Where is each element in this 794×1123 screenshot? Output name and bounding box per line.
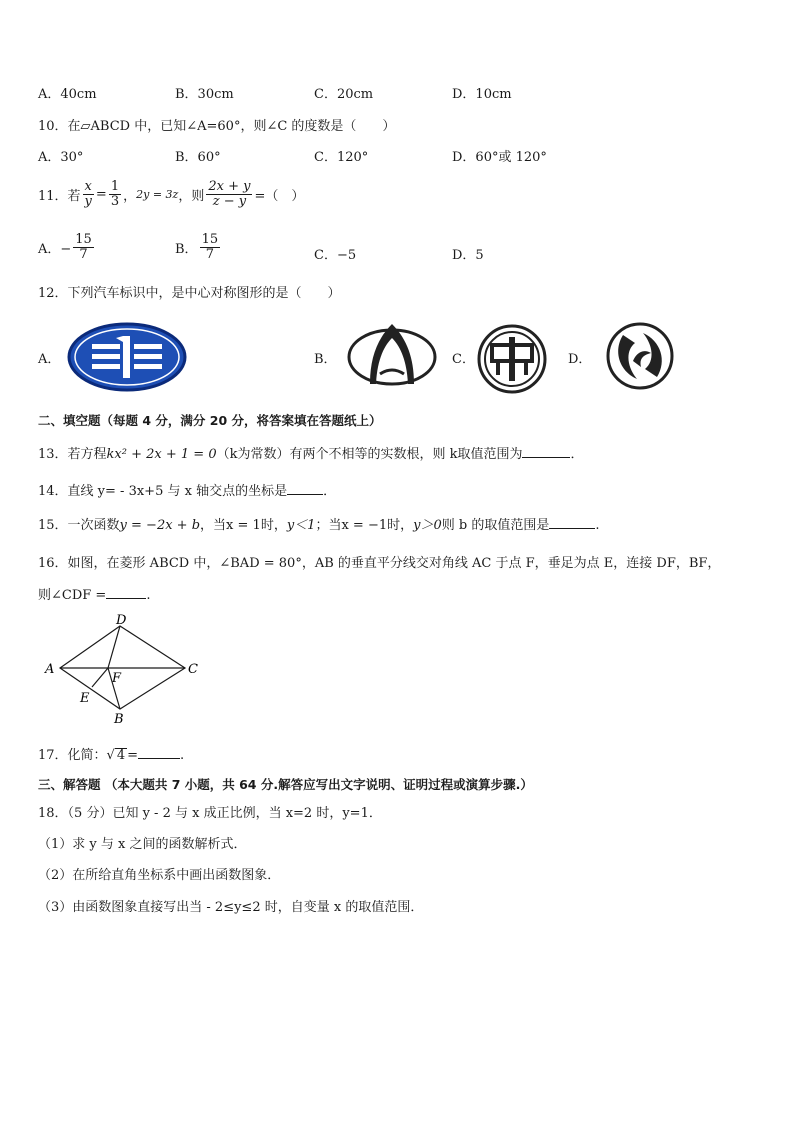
q10-option-d: D．60°或 120°: [452, 150, 547, 165]
q12-option-c-label: C．: [452, 352, 475, 367]
q11-option-b: B． $\frac{15}{7}$: [175, 232, 219, 262]
q10-option-c: C．120°: [314, 150, 369, 165]
q14-answer-blank: [287, 484, 323, 495]
q9-option-d: D．10cm: [452, 87, 512, 102]
q11-frac-x-over-y: $\frac{x}{y}$: [84, 179, 92, 209]
sqrt-icon: √: [106, 748, 115, 763]
q9-option-c: C．20cm: [314, 87, 374, 102]
q11-option-d: D．5: [452, 248, 484, 263]
q13-stem: 13．若方程kx² + 2x + 1 = 0（k为常数）有两个不相等的实数根，则 k取值范围为 ．: [38, 447, 584, 462]
q10-option-b: B．60°: [175, 150, 221, 165]
q12-option-d-label: D．: [568, 352, 592, 367]
q15-stem: 15．一次函数y = −2x + b，当x = 1时，y＜1；当x = −1时，y＞0则 b 的取值范围是 .: [38, 518, 600, 533]
label-a: A: [45, 662, 55, 677]
q16-stem-line1: 16．如图，在菱形 ABCD 中，∠BAD = 80°，AB 的垂直平分线交对角线 AC 于点 F，垂足为点 E，连接 DF，BF，: [38, 556, 721, 571]
q11-stem: 11．若 $\frac{x}{y}$ = $\frac{1}{3}$ ， 2y = 3z ，则 $\frac{2x + y}{z - y}$ =（ ）: [38, 179, 305, 209]
q17-answer-blank: [138, 748, 180, 759]
q18-part-2: （2）在所给直角坐标系中画出函数图象．: [38, 868, 281, 883]
q12-option-a-label: A．: [38, 352, 61, 367]
q11-condition: 2y = 3z: [136, 187, 179, 201]
label-c: C: [188, 662, 198, 677]
q9-option-a: A．40cm: [38, 87, 97, 102]
q11-frac-one-third: $\frac{1}{3}$: [110, 179, 120, 209]
q17-stem: 17．化简：√ 4 = .: [38, 748, 185, 763]
q18-part-1: （1）求 y 与 x 之间的函数解析式．: [38, 837, 247, 852]
q15-answer-blank: [549, 518, 595, 529]
q18-stem: 18．（5 分）已知 y - 2 与 x 成正比例，当 x=2 时，y=1．: [38, 806, 382, 821]
q12-option-b-label: B．: [314, 352, 337, 367]
q18-part-3: （3）由函数图象直接写出当 - 2≤y≤2 时，自变量 x 的取值范围．: [38, 900, 424, 915]
q10-stem: 10．在▱ABCD 中，已知∠A=60°，则∠C 的度数是（ ）: [38, 119, 396, 134]
q11-frac-expression: $\frac{2x + y}{z - y}$: [208, 179, 251, 209]
q12-stem: 12．下列汽车标识中，是中心对称图形的是（ ）: [38, 286, 341, 301]
q16-answer-blank: [106, 588, 146, 599]
q14-stem: 14．直线 y= - 3x+5 与 x 轴交点的坐标是 ．: [38, 484, 337, 499]
q13-answer-blank: [522, 447, 570, 458]
q11-option-c: C．−5: [314, 248, 357, 263]
q10-option-a: A．30°: [38, 150, 84, 165]
swirl-circle-logo-icon: [605, 321, 675, 391]
section-2-title: 二、填空题（每题 4 分，满分 20 分，将答案填在答题纸上）: [38, 413, 382, 428]
label-d: D: [116, 613, 127, 628]
label-b: B: [114, 712, 124, 727]
label-f: F: [112, 671, 122, 686]
section-3-title: 三、解答题 （本大题共 7 小题，共 64 分.解答应写出文字说明、证明过程或演算步骤.）: [38, 777, 533, 792]
q9-option-b: B．30cm: [175, 87, 234, 102]
rhombus-diagram: [40, 612, 210, 728]
circle-zhong-logo-icon: [476, 323, 548, 395]
q16-stem-line2: 则∠CDF = .: [38, 588, 151, 603]
label-e: E: [80, 691, 90, 706]
faw-logo-icon: [66, 322, 188, 392]
arch-oval-logo-icon: [346, 320, 438, 388]
q11-option-a: A．− $\frac{15}{7}$: [38, 232, 92, 262]
